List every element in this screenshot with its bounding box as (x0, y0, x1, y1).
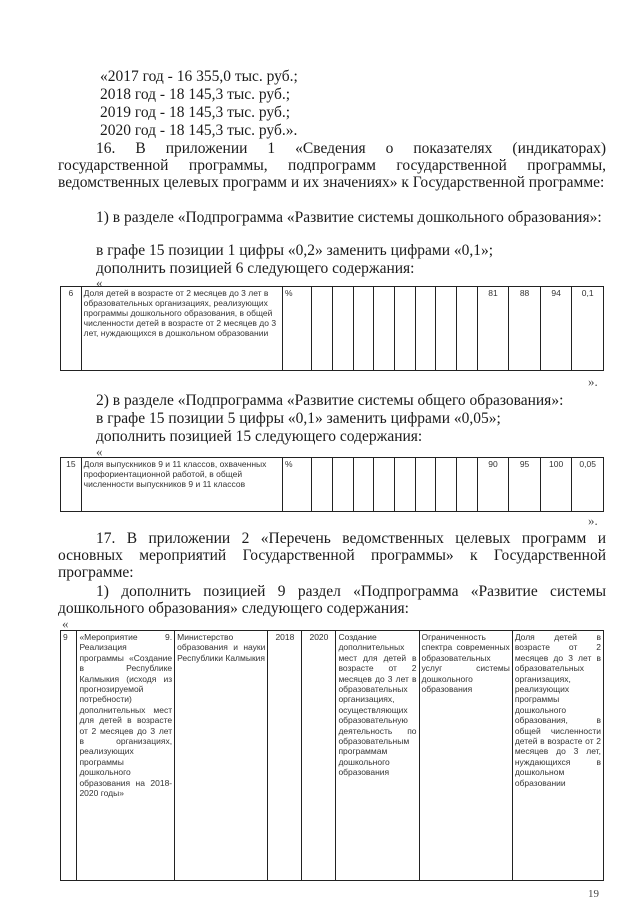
t1-empty-5 (395, 287, 416, 371)
t1-num: 6 (61, 287, 82, 371)
t1-v4: 0,1 (572, 287, 604, 371)
subitem-1a: в графе 15 позиции 1 цифры «0,2» заменить цифрами «0,1»; (96, 242, 494, 259)
t2-empty-1 (312, 458, 333, 512)
t3-executor: Министерство образования и науки Республики Калмыкия (175, 631, 268, 881)
open-quote-1: « (96, 275, 103, 290)
t1-v1: 81 (477, 287, 509, 371)
t1-v3: 94 (540, 287, 572, 371)
t1-empty-1 (312, 287, 333, 371)
t2-v4: 0,05 (572, 458, 604, 512)
t2-empty-7 (436, 458, 457, 512)
indicator-table-1 (60, 286, 604, 371)
t2-empty-4 (374, 458, 395, 512)
t3-consequence: Ограниченность спектра современных образовательных услуг системы дошкольного образования (419, 631, 512, 881)
funding-2020: 2020 год - 18 145,3 тыс. руб.». (100, 122, 298, 139)
t3-indicator: Доля детей в возрасте от 2 месяцев до 3 лет в образовательных организациях, реализующих программы дошкольного образования, в общей численности детей в возрасте от 2 месяцев до 3 лет, нуждающихся в дошкольном образовании (512, 631, 603, 881)
t2-empty-8 (457, 458, 478, 512)
page-number: 19 (588, 888, 599, 900)
subitem-2: 2) в разделе «Подпрограмма «Развитие системы общего образования»: (96, 392, 564, 409)
t2-v2: 95 (509, 458, 541, 512)
item-17: 17. В приложении 2 «Перечень ведомственных целевых программ и основных мероприятий Государственной программы» к Государственной программе: (58, 530, 606, 581)
subitem-2b: дополнить позицией 15 следующего содержания: (96, 428, 423, 445)
t2-name: Доля выпускников 9 и 11 классов, охваченных профориентационной работой, в общей численности выпускников 9 и 11 классов (81, 458, 282, 512)
subitem-2a: в графе 15 позиции 5 цифры «0,1» заменить цифрами «0,05»; (96, 410, 501, 427)
t1-empty-4 (374, 287, 395, 371)
t1-empty-7 (436, 287, 457, 371)
t1-empty-3 (353, 287, 374, 371)
t2-empty-3 (353, 458, 374, 512)
t2-empty-2 (333, 458, 354, 512)
t3-name: «Мероприятие 9. Реализация программы «Создание в Республике Калмыкия (исходя из прогнозируемой потребности) дополнительных мест для детей в возрасте от 2 месяцев до 3 лет в организациях, реализующих программы дошкольного образования на 2018-2020 годы» (77, 631, 175, 881)
t2-v1: 90 (477, 458, 509, 512)
close-quote-2: ». (588, 513, 598, 528)
subitem-1b: дополнить позицией 6 следующего содержания: (96, 260, 415, 277)
t2-num: 15 (61, 458, 82, 512)
t1-empty-8 (457, 287, 478, 371)
measures-table (60, 630, 604, 881)
t3-result: Создание дополнительных мест для детей в возрасте от 2 месяцев до 3 лет в образовательных организациях, осуществляющих образовательную деятельность по образовательным программам дошкольного образования (336, 631, 419, 881)
t1-empty-2 (333, 287, 354, 371)
subitem-17-1: 1) дополнить позицией 9 раздел «Подпрограмма «Развитие системы дошкольного образования» следующего содержания: (58, 583, 606, 617)
t3-num: 9 (61, 631, 77, 881)
open-quote-3: « (62, 616, 69, 631)
indicator-table-2 (60, 457, 604, 512)
funding-2018: 2018 год - 18 145,3 тыс. руб.; (100, 86, 291, 103)
t1-unit: % (282, 287, 311, 371)
funding-2019: 2019 год - 18 145,3 тыс. руб.; (100, 104, 291, 121)
t2-empty-5 (395, 458, 416, 512)
open-quote-2: « (96, 444, 103, 459)
t3-year-to: 2020 (302, 631, 336, 881)
t1-empty-6 (415, 287, 436, 371)
close-quote-1: ». (588, 374, 598, 389)
t1-v2: 88 (509, 287, 541, 371)
item-16: 16. В приложении 1 «Сведения о показателях (индикаторах) государственной программы, подпрограмм государственной программы, ведомственных целевых программ и их значениях» к Государственной программе: (58, 140, 606, 191)
subitem-1: 1) в разделе «Подпрограмма «Развитие системы дошкольного образования»: (96, 209, 602, 226)
funding-2017: «2017 год - 16 355,0 тыс. руб.; (100, 68, 298, 85)
t2-v3: 100 (540, 458, 572, 512)
t1-name: Доля детей в возрасте от 2 месяцев до 3 лет в образовательных организациях, реализующих программы дошкольного образования, в общей численности детей в возрасте от 2 месяцев до 3 лет, нуждающихся в дошкольном образовании (81, 287, 282, 371)
t3-year-from: 2018 (268, 631, 302, 881)
t2-unit: % (282, 458, 311, 512)
t2-empty-6 (415, 458, 436, 512)
